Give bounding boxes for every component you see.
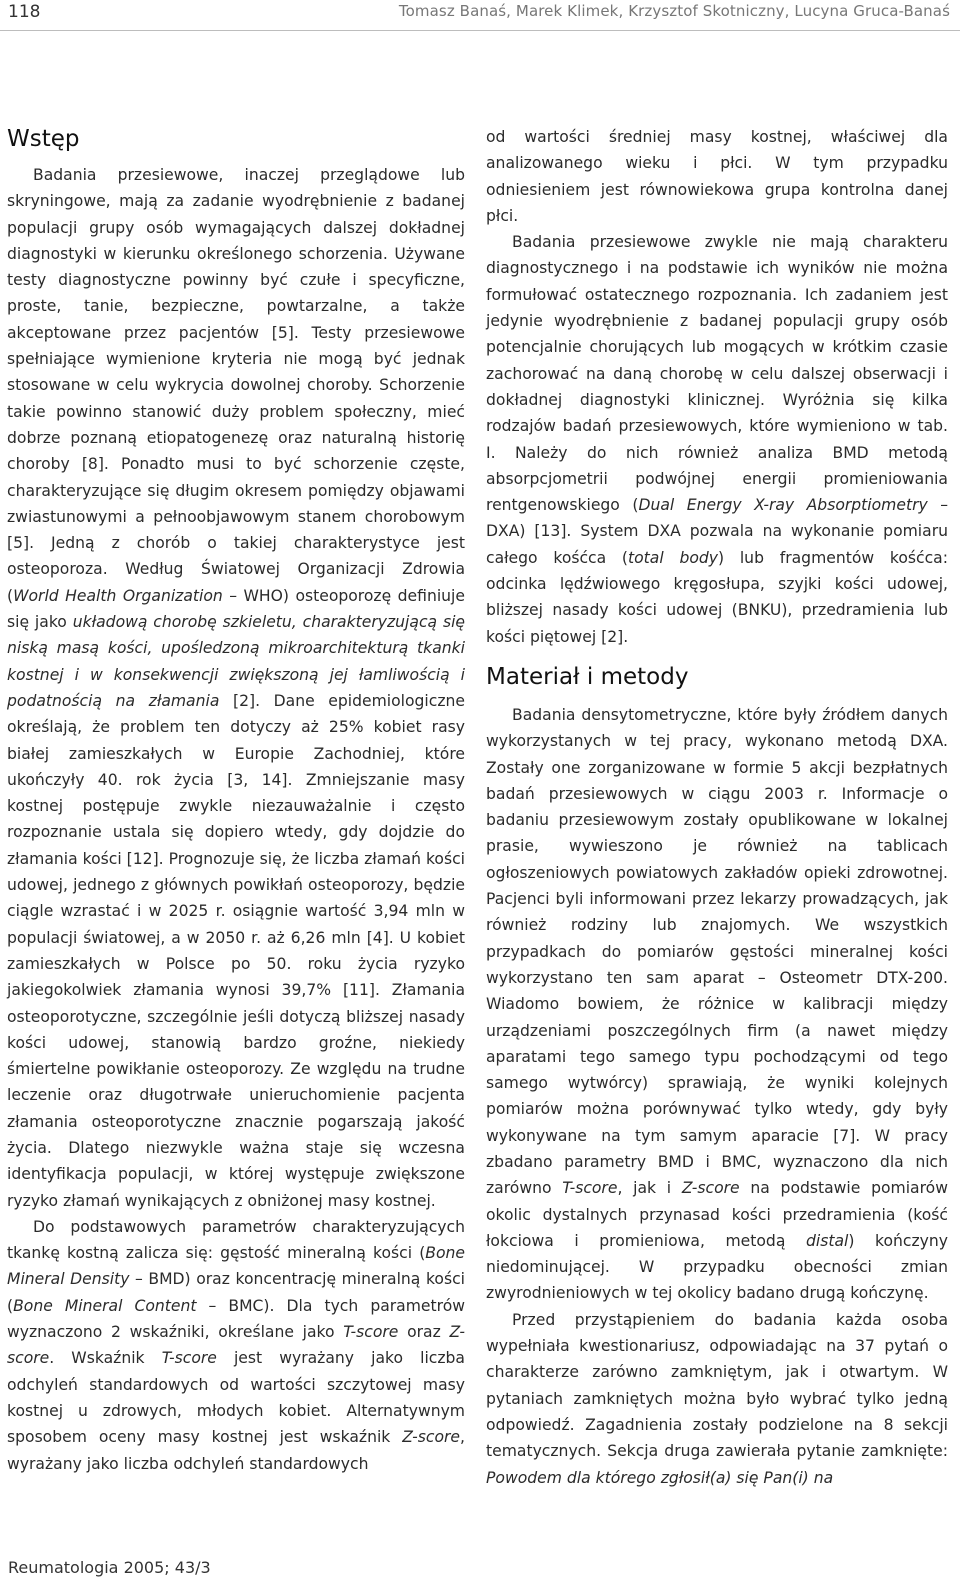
journal-footer: Reumatologia 2005; 43/3 (8, 1558, 211, 1577)
right-column (486, 124, 948, 1491)
left-column (7, 122, 465, 1477)
methods-paragraph-1: Badania densytometryczne, które były źródłem danych wykorzystanych w tej pracy, wykonano metodą DXA. Zostały one zorganizowane w formie 5 akcji bezpłatnych badań przesiewowych w ciągu 2003 r. Informacje o badaniu przesiewowym zostały opublikowane w lokalnej prasie, wywieszono je również na tablicach ogłoszeniowych powiatowych zakładów opieki zdrowotnej. Pacjenci byli informowani przez lekarzy prowadzących, jak również rodziny lub znajomych. We wszystkich przypadkach do pomiarów gęstości mineralnej kości wykorzystano ten sam aparat – Osteometr DTX-200. Wiadomo bowiem, że różnice w kalibracji między urządzeniami poszczególnych firm (a nawet między aparatami tego samego typu pochodzącymi od tego samego wytwórcy) sprawiają, że wyniki kolejnych pomiarów można porównywać tylko wtedy, gdy były wykonywane na tym samym aparacie [7]. W pracy zbadano parametry BMD i BMC, wyznaczono dla nich zarówno T-score, jak i Z-score na podstawie pomiarów okolic dystalnych przynasad kości przedramienia (kość łokciowa i promieniowa, metodą distal) kończyny niedominującej. W przypadku obecności zmian zwyrodnieniowych w tej okolicy badano drugą kończynę. (486, 705, 948, 1303)
methods-paragraph-2: Przed przystąpieniem do badania każda osoba wypełniała kwestionariusz, odpowiadając na 37 pytań o charakterze zarówno zamkniętym, jak i otwartym. W pytaniach zamkniętych można było wybrać tylko jedną odpowiedź. Zagadnienia zostały podzielone na 8 sekcji tematycznych. Sekcja druga zawierała pytanie zamknięte: Powodem dla którego zgłosił(a) się Pan(i) na (486, 1310, 948, 1487)
intro-paragraph-continued: od wartości średniej masy kostnej, właściwej dla analizowanego wieku i płci. W tym przypadku odniesieniem jest równowiekowa grupa kontrolna danej płci. (486, 128, 948, 225)
page-number: 118 (8, 2, 41, 22)
section-heading-intro: Wstęp (7, 126, 80, 152)
page-header (0, 0, 960, 32)
header-rule (0, 30, 960, 31)
running-head-authors: Tomasz Banaś, Marek Klimek, Krzysztof Skotniczny, Lucyna Gruca-Banaś (398, 2, 950, 20)
intro-paragraph-3: Badania przesiewowe zwykle nie mają charakteru diagnostycznego i na podstawie ich wyników nie można formułować ostatecznego rozpoznania. Ich zadaniem jest jedynie wyodrębnienie z badanej populacji grupy osób potencjalnie chorujących lub mogących w krótkim czasie zachorować na daną chorobę w celu dalszej obserwacji i dokładnej diagnostyki klinicznej. Wyróżnia się kilka rodzajów badań przesiewowych, które wymieniono w tab. I. Należy do nich również analiza BMD metodą absorpcjometrii podwójnej energii promieniowania rentgenowskiego (Dual Energy X-ray Absorptiometry – DXA) [13]. System DXA pozwala na wykonanie pomiaru całego kośćca (total body) lub fragmentów kośćca: odcinka lędźwiowego kręgosłupa, szyjki kości udowej, bliższej nasady kości udowej (BNKU), przedramienia lub kości piętowej [2]. (486, 233, 949, 646)
intro-paragraph-2: Do podstawowych parametrów charakteryzujących tkankę kostną zalicza się: gęstość mineralną kości (Bone Mineral Density – BMD) oraz koncentrację mineralną kości (Bone Mineral Content – BMC). Dla tych parametrów wyznaczono 2 wskaźniki, określane jako T-score oraz Z-score. Wskaźnik T-score jest wyrażany jako liczba odchyleń standardowych od wartości szczytowej masy kostnej u zdrowych, młodych kobiet. Alternatywnym sposobem oceny masy kostnej jest wskaźnik Z-score, wyrażany jako liczba odchyleń standardowych (7, 1217, 465, 1473)
intro-paragraph-1: Badania przesiewowe, inaczej przeglądowe lub skryningowe, mają za zadanie wyodrębnienie z badanej populacji grupy osób wymagających dalszej dokładnej diagnostyki w kierunku określonego schorzenia. Używane testy diagnostyczne powinny być czułe i specyficzne, proste, tanie, bezpieczne, powtarzalne, a także akceptowane przez pacjentów [5]. Testy przesiewowe spełniające wymienione kryteria nie mogą być jednak stosowane w celu wykrycia dowolnej choroby. Schorzenie takie powinno stanowić duży problem społeczny, mieć dobrze poznaną etiopatogenezę oraz naturalną historię choroby [8]. Ponadto musi to być schorzenie częste, charakteryzujące się długim okresem pomiędzy objawami zwiastunowymi a pełnoobjawowym stanem chorobowym [5]. Jedną z chorób o takiej charakterystyce jest osteoporoza. Według Światowej Organizacji Zdrowia (World Health Organization – WHO) osteoporozę definiuje się jako układową chorobę szkieletu, charakteryzującą się niską masą kości, upośledzoną mikroarchitekturą tkanki kostnej i w konsekwencji zwiększoną jej łamliwością i podatnością na złamania [2]. Dane epidemiologiczne określają, że problem ten dotyczy aż 25% kobiet rasy białej zamieszkałych w Europie Zachodniej, które ukończyły 40. rok życia [3, 14]. Zmniejszanie masy kostnej postępuje zwykle niezauważalnie i często rozpoznanie ustala się dopiero wtedy, gdy dojdzie do złamania kości [12]. Prognozuje się, że liczba złamań kości udowej, jednego z głównych powikłań osteoporozy, będzie ciągle wzrastać i w 2025 r. osiągnie wartość 3,94 mln w populacji światowej, a w 2050 r. aż 6,26 mln [4]. U kobiet zamieszkałych w Polsce po 50. roku życia ryzyko jakiegokolwiek złamania wynosi 39,7% [11]. Złamania osteoporotyczne, szczególnie jeśli dotyczą bliższej nasady kości udowej, stanowią bardzo groźne, niekiedy śmiertelne powikłanie osteoporozy. Ze względu na trudne leczenie oraz długotrwałe unieruchomienie pacjenta złamania osteoporotyczne znacznie pogarszają jakość życia. Dlatego niezwykle ważna staje się wczesna identyfikacja populacji, w której występuje zwiększone ryzyko złamań wynikających z obniżonej masy kostnej. (7, 166, 465, 1210)
section-heading-methods: Materiał i metody (486, 663, 689, 690)
